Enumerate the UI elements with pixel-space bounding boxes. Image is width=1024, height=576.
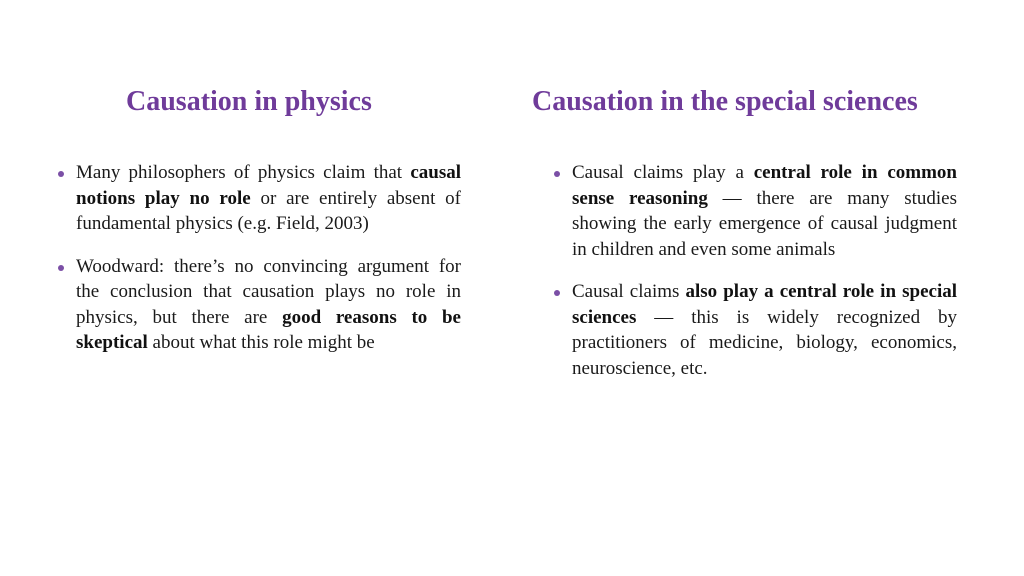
bullet-icon xyxy=(554,290,560,296)
right-column-title: Causation in the special sciences xyxy=(532,86,918,117)
left-bullet-list xyxy=(56,160,461,356)
bullet-emphasis: good reasons to be skeptical xyxy=(76,306,461,353)
bullet-emphasis: also play a central role in special sciences xyxy=(572,281,957,328)
bullet-icon xyxy=(554,171,560,177)
right-bullet-list xyxy=(552,160,957,381)
bullet-text: Many philosophers of physics claim that xyxy=(76,162,411,183)
bullet-emphasis: causal notions play no role xyxy=(76,162,461,209)
bullet-text: Woodward: there’s no convincing argument for the conclusion that causation plays no role in physics, but there are xyxy=(76,255,461,328)
list-item xyxy=(56,254,461,356)
bullet-text: — there are many studies showing the early emergence of causal judgment in children and even some animals xyxy=(572,187,957,260)
bullet-icon xyxy=(58,265,64,271)
list-item xyxy=(56,160,461,237)
right-column xyxy=(532,84,957,398)
bullet-text: about what this role might be xyxy=(147,332,375,353)
list-item xyxy=(552,160,957,262)
left-column xyxy=(56,84,461,373)
bullet-icon xyxy=(58,171,64,177)
bullet-text: Causal claims play a xyxy=(572,162,754,183)
bullet-text: or are entirely absent of fundamental physics (e.g. Field, 2003) xyxy=(76,187,461,234)
bullet-text: — this is widely recognized by practitioners of medicine, biology, economics, neuroscience, etc. xyxy=(572,306,957,379)
list-item xyxy=(552,279,957,381)
bullet-text: Causal claims xyxy=(572,281,686,302)
bullet-emphasis: central role in common sense reasoning xyxy=(572,162,957,209)
left-column-title: Causation in physics xyxy=(126,86,372,117)
